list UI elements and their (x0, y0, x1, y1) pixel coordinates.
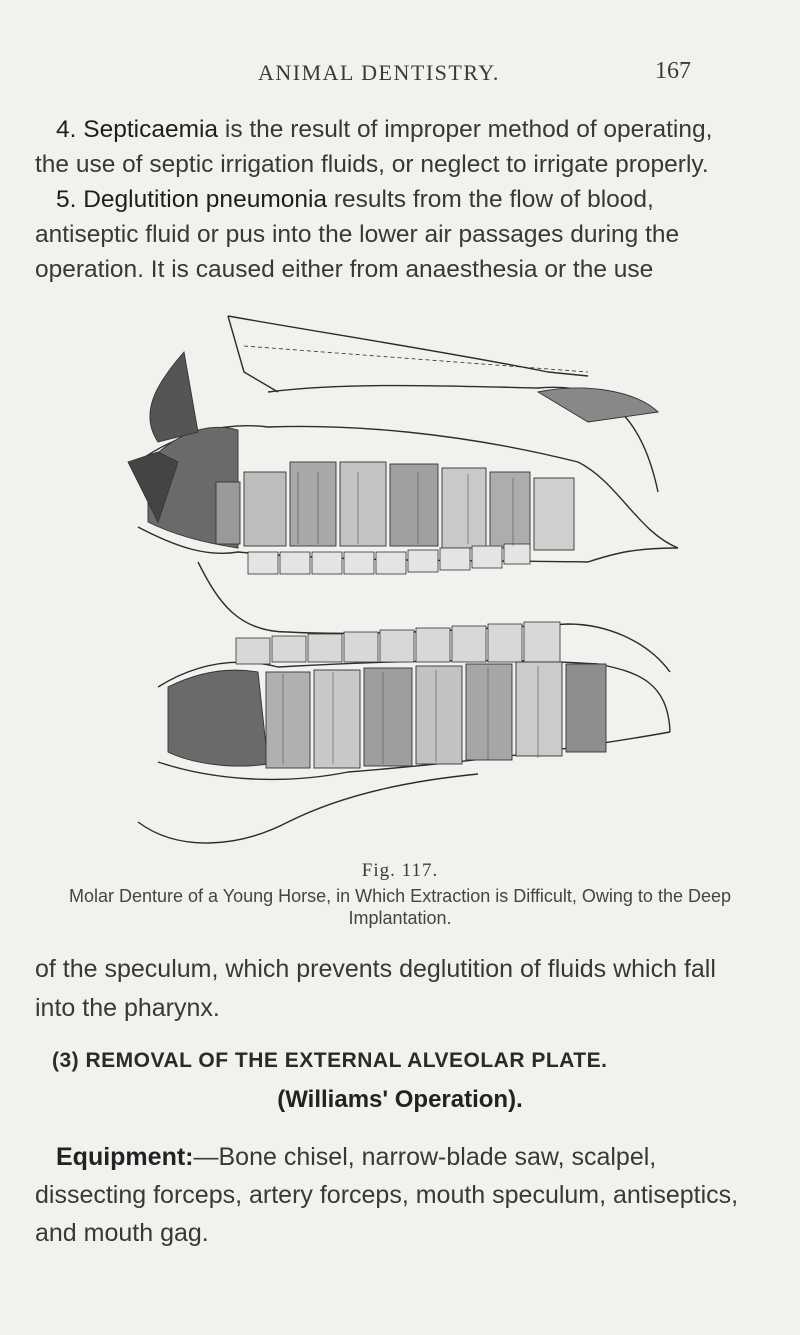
upper-tooth-crowns (248, 544, 530, 574)
paragraph-lead: Equipment: (56, 1143, 194, 1171)
lower-tooth-crowns (236, 622, 560, 664)
paragraph-body: is the result of improper method of operating, the use of septic irrigation fluids, or neglect to irrigate properly. (35, 116, 713, 178)
section-subheading: (Williams' Operation). (277, 1086, 523, 1113)
lower-jaw-outline (138, 774, 478, 843)
lower-molar-row (168, 662, 606, 768)
paragraph-lead: 5. Deglutition pneumonia (56, 186, 328, 213)
paragraph-body: results from the flow of blood, antiseptic fluid or pus into the lower air passages during the operation. It is caused either from anaesthesia or the use (35, 186, 680, 283)
running-title: ANIMAL DENTISTRY. (258, 60, 500, 85)
molar-denture-illustration (118, 312, 680, 848)
upper-jaw-outline (228, 316, 588, 376)
page-number: 167 (655, 58, 691, 84)
figure-label: Fig. 117. (361, 860, 439, 881)
section-heading: (3) REMOVAL OF THE EXTERNAL ALVEOLAR PLATE. (52, 1049, 608, 1072)
paragraph-deglutition-pneumonia (35, 182, 745, 287)
figure-caption: Molar Denture of a Young Horse, in Which Extraction is Difficult, Owing to the Deep Implantation. (69, 886, 731, 928)
running-head (0, 58, 800, 88)
paragraph-equipment (35, 1138, 745, 1252)
paragraph-septicaemia (35, 112, 745, 182)
paragraph-lead: 4. Septicaemia (56, 116, 219, 143)
paragraph-body: —Bone chisel, narrow-blade saw, scalpel, dissecting forceps, artery forceps, mouth speculum, antiseptics, and mouth gag. (35, 1143, 739, 1247)
upper-molar-row (128, 352, 658, 550)
paragraph-continuation: of the speculum, which prevents deglutition of fluids which fall into the pharynx. (35, 955, 716, 1022)
